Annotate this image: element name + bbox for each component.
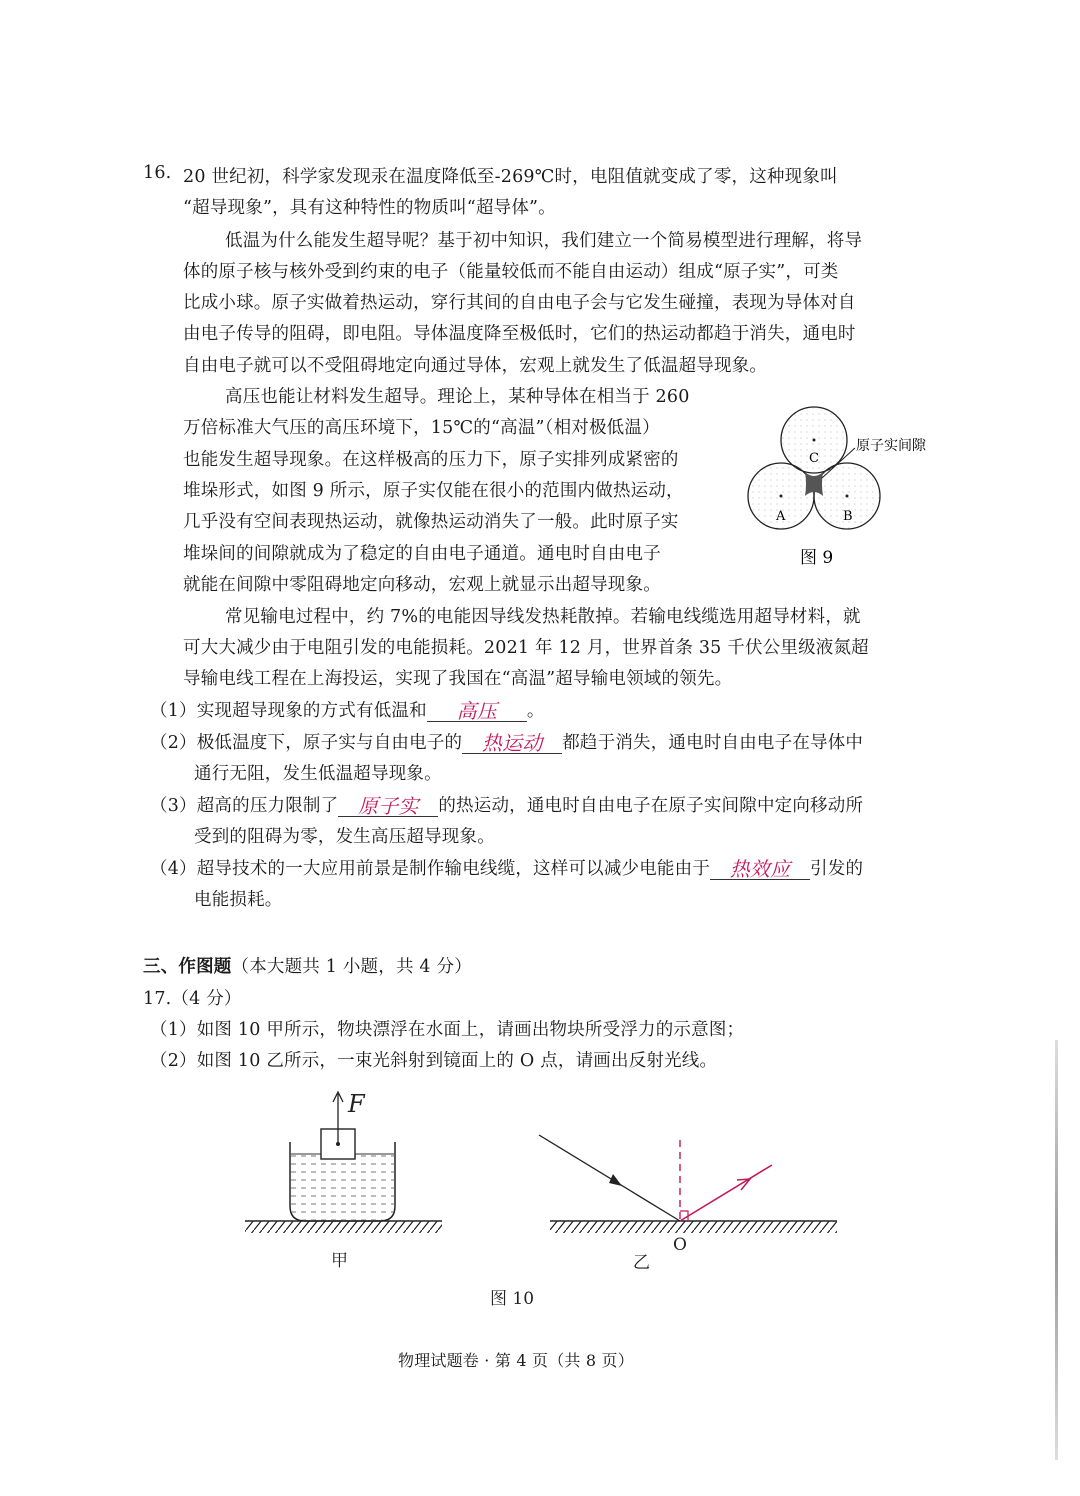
section-3-heading: 三、作图题（本大题共 1 小题，共 4 分） [143,957,472,977]
q16-p2-line1: 低温为什么能发生超导呢？基于初中知识，我们建立一个简易模型进行理解，将导 [225,231,863,251]
q16-p3-line3: 也能发生超导现象。在这样极高的压力下，原子实排列成紧密的 [183,450,679,470]
figure-9 [745,400,950,580]
handwritten-answer-3: 原子实 [358,794,419,818]
q16-sub4-line2: 电能损耗。 [194,890,283,910]
label-a: A [776,509,786,524]
answer-blank-1[interactable] [427,699,527,722]
answer-blank-4[interactable] [710,857,810,880]
q16-sub4: （4）超导技术的一大应用前景是制作输电线缆，这样可以减少电能由于 热效应 引发的 [150,855,863,880]
q16-sub1: （1）实现超导现象的方式有低温和 高压 。 [150,697,545,722]
q16-sub3: （3）超高的压力限制了 原子实 的热运动，通电时自由电子在原子实间隙中定向移动所 [150,792,863,817]
label-b: B [843,509,853,524]
q16-p3-line1: 高压也能让材料发生超导。理论上，某种导体在相当于 260 [225,387,690,407]
page-footer: 物理试题卷 · 第 4 页（共 8 页） [398,1351,634,1370]
fig9-caption: 图 9 [800,548,834,568]
q16-sub3-line2: 受到的阻碍为零，发生高压超导现象。 [194,827,495,847]
q17-header: 17.（4 分） [143,989,242,1009]
q16-p3-line6: 堆垛间的间隙就成为了稳定的自由电子通道。通电时自由电子 [183,544,661,564]
reflected-ray [680,1165,772,1221]
q16-p2-line5: 自由电子就可以不受阻碍地定向通过导体，宏观上就发生了低温超导现象。 [183,356,768,376]
label-c: C [809,451,819,466]
handwritten-answer-1: 高压 [456,699,498,723]
q16-sub2: （2）极低温度下，原子实与自由电子的 热运动 都趋于消失，通电时自由电子在导体中 [150,729,863,754]
water [291,1154,394,1220]
q16-p2-line2: 体的原子核与核外受到约束的电子（能量较低而不能自由运动）组成“原子实”，可类 [183,262,839,282]
figure-10 [230,1080,850,1320]
q16-number: 16. [143,163,172,183]
diagram-jia [245,1090,442,1271]
diagram-yi [539,1135,837,1273]
incident-ray [539,1135,680,1221]
q16-p3-line7: 就能在间隙中零阻碍地定向移动，宏观上就显示出超导现象。 [183,575,661,595]
q17-sub1: （1）如图 10 甲所示，物块漂浮在水面上，请画出物块所受浮力的示意图； [150,1020,745,1040]
label-o: O [673,1235,687,1255]
force-label: F [348,1090,365,1118]
q16-p1-line1: 20 世纪初，科学家发现汞在温度降低至-269℃时，电阻值就变成了零，这种现象叫 [183,167,838,187]
q16-p4-line1: 常见输电过程中，约 7%的电能因导线发热耗散掉。若输电线缆选用超导材料，就 [225,607,861,627]
gap-label: 原子实间隙 [856,438,926,454]
q16-p3-line2: 万倍标准大气压的高压环境下，15℃的“高温”（相对极低温） [183,418,660,438]
label-yi: 乙 [633,1253,650,1273]
q16-p4-line2: 可大大减少由于电阻引发的电能损耗。2021 年 12 月，世界首条 35 千伏公里级液氮超 [183,638,869,658]
q16-sub2-line2: 通行无阻，发生低温超导现象。 [194,764,442,784]
q17-sub2: （2）如图 10 乙所示，一束光斜射到镜面上的 O 点，请画出反射光线。 [150,1051,718,1071]
answer-blank-2[interactable] [462,731,562,754]
q16-p3-line5: 几乎没有空间表现热运动，就像热运动消失了一般。此时原子实 [183,512,679,532]
q16-p2-line4: 由电子传导的阻碍，即电阻。导体温度降至极低时，它们的热运动都趋于消失，通电时 [183,324,856,344]
answer-blank-3[interactable] [338,794,438,817]
fig10-caption: 图 10 [490,1289,535,1309]
q16-p1-line2: “超导现象”，具有这种特性的物质叫“超导体”。 [183,198,556,218]
scan-edge-shadow [1055,1040,1058,1460]
q16-p2-line3: 比成小球。原子实做着热运动，穿行其间的自由电子会与它发生碰撞，表现为导体对自 [183,293,856,313]
q16-p3-line4: 堆垛形式，如图 9 所示，原子实仅能在很小的范围内做热运动， [183,481,684,501]
handwritten-answer-2: 热运动 [481,731,543,755]
label-jia: 甲 [331,1251,348,1271]
handwritten-answer-4: 热效应 [729,857,791,881]
q16-p4-line3: 导输电线工程在上海投运，实现了我国在“高温”超导输电领域的领先。 [183,669,733,689]
